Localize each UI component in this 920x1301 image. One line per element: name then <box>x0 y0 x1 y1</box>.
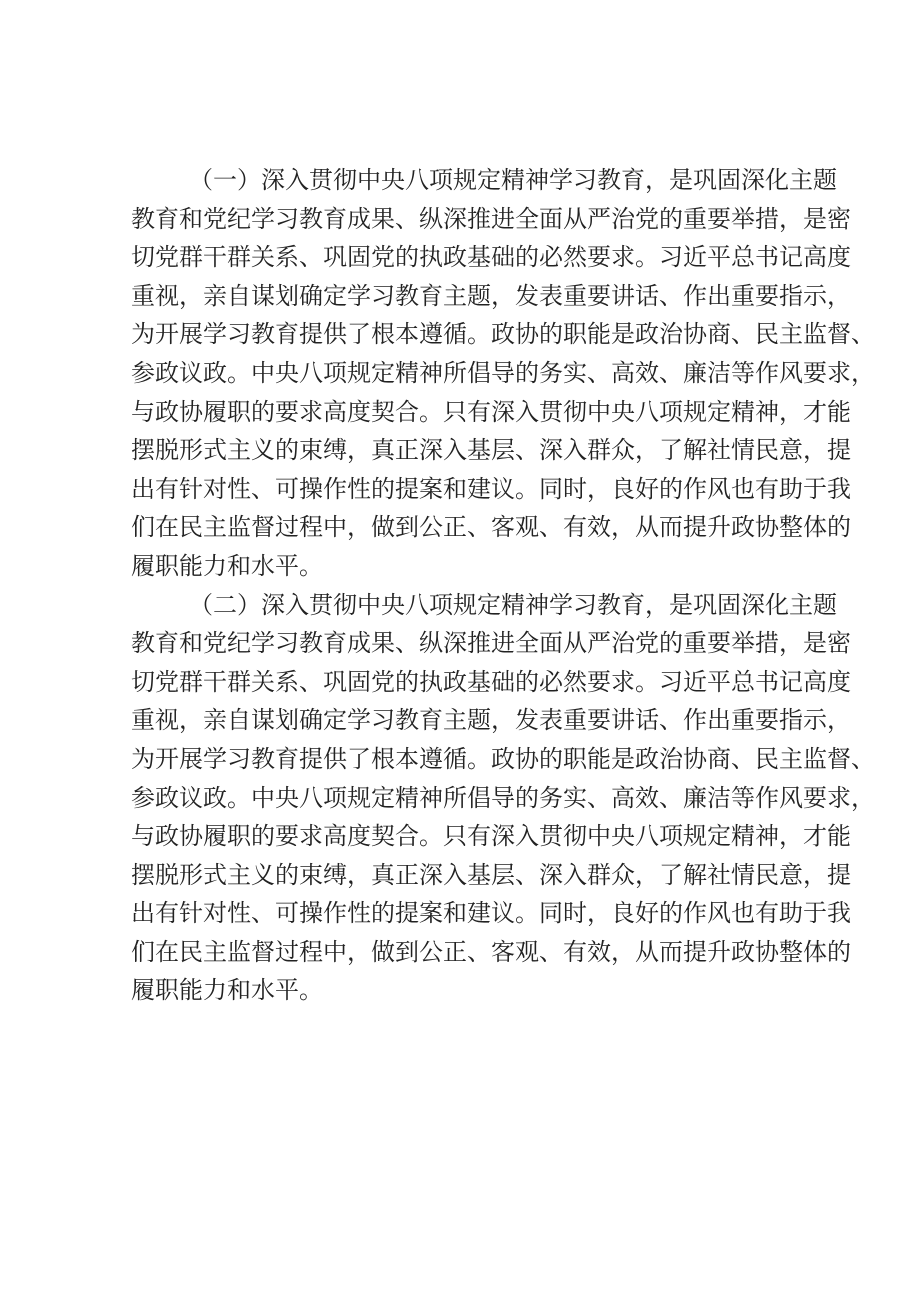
paragraph-1 <box>131 161 875 586</box>
paragraph-2 <box>131 586 875 1011</box>
paragraph-line: 重视，亲自谋划确定学习教育主题，发表重要讲话、作出重要指示， <box>131 706 851 735</box>
paragraph-line: 教育和党纪学习教育成果、纵深推进全面从严治党的重要举措，是密 <box>131 629 851 658</box>
paragraph-line: 与政协履职的要求高度契合。只有深入贯彻中央八项规定精神，才能 <box>131 822 851 851</box>
paragraph-line: 与政协履职的要求高度契合。只有深入贯彻中央八项规定精神，才能 <box>131 397 851 426</box>
paragraph-line: 摆脱形式主义的束缚，真正深入基层、深入群众，了解社情民意，提 <box>131 436 851 465</box>
paragraph-line: 切党群干群关系、巩固党的执政基础的必然要求。习近平总书记高度 <box>131 667 851 696</box>
paragraph-line: 摆脱形式主义的束缚，真正深入基层、深入群众，了解社情民意，提 <box>131 860 851 889</box>
paragraph-line: 切党群干群关系、巩固党的执政基础的必然要求。习近平总书记高度 <box>131 243 851 272</box>
paragraph-line: 出有针对性、可操作性的提案和建议。同时，良好的作风也有助于我 <box>131 899 851 928</box>
paragraph-line: 履职能力和水平。 <box>131 976 323 1005</box>
paragraph-line: 参政议政。中央八项规定精神所倡导的务实、高效、廉洁等作风要求， <box>131 783 875 812</box>
paragraph-line: 出有针对性、可操作性的提案和建议。同时，良好的作风也有助于我 <box>131 474 851 503</box>
paragraph-line: 履职能力和水平。 <box>131 551 323 580</box>
paragraph-line: （一）深入贯彻中央八项规定精神学习教育，是巩固深化主题 <box>189 166 837 194</box>
paragraph-line: 重视，亲自谋划确定学习教育主题，发表重要讲话、作出重要指示， <box>131 281 851 310</box>
paragraph-line: 参政议政。中央八项规定精神所倡导的务实、高效、廉洁等作风要求， <box>131 358 875 387</box>
paragraph-line: （二）深入贯彻中央八项规定精神学习教育，是巩固深化主题 <box>189 590 837 619</box>
paragraph-line: 为开展学习教育提供了根本遵循。政协的职能是政治协商、民主监督、 <box>131 744 875 773</box>
paragraph-line: 们在民主监督过程中，做到公正、客观、有效，从而提升政协整体的 <box>131 937 851 966</box>
paragraph-line: 为开展学习教育提供了根本遵循。政协的职能是政治协商、民主监督、 <box>131 320 875 349</box>
document-body <box>131 161 875 1010</box>
paragraph-line: 们在民主监督过程中，做到公正、客观、有效，从而提升政协整体的 <box>131 513 851 542</box>
paragraph-line: 教育和党纪学习教育成果、纵深推进全面从严治党的重要举措，是密 <box>131 204 851 233</box>
